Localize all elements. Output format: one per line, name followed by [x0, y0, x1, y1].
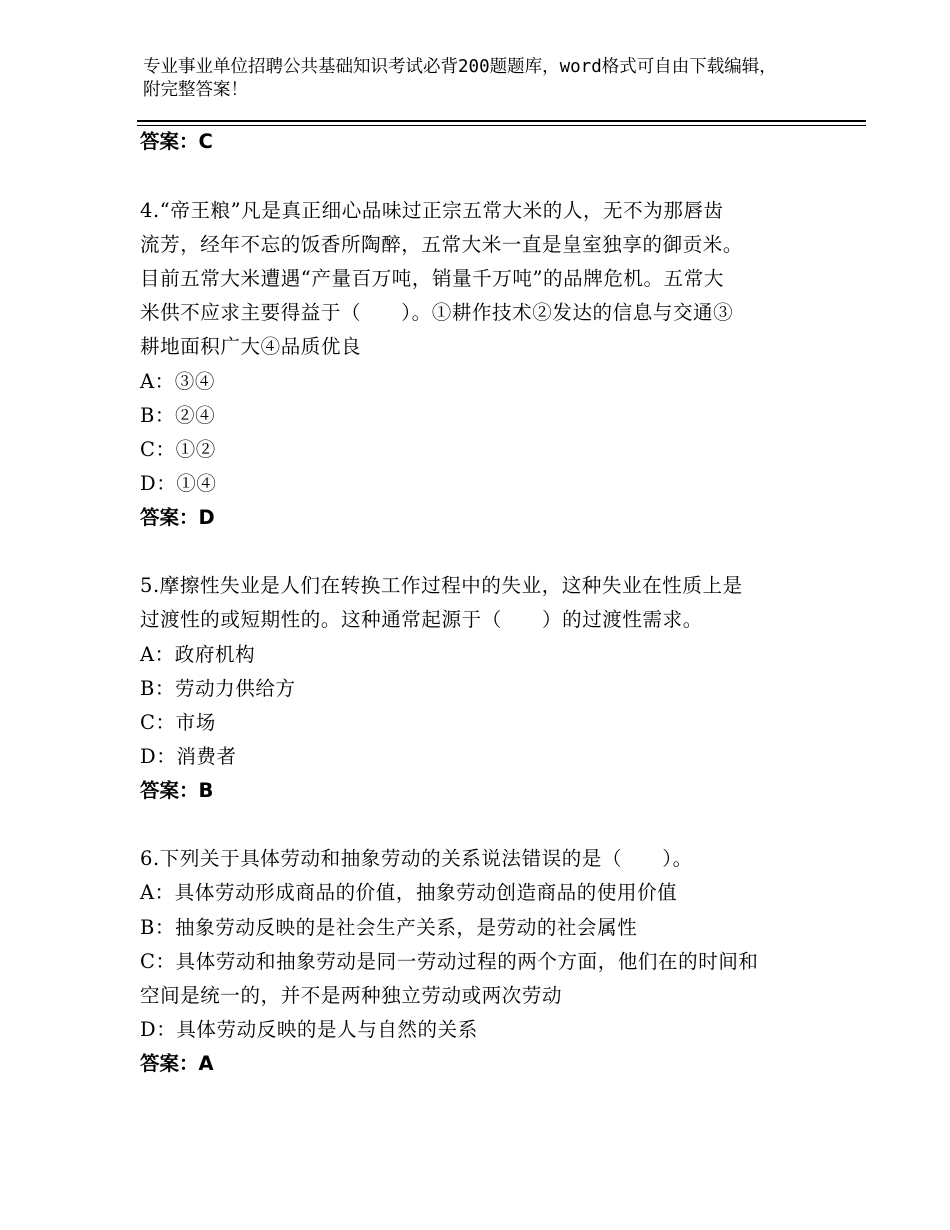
question-6-option-c-continued: 空间是统一的，并不是两种独立劳动或两次劳动 — [140, 984, 563, 1007]
question-4-line-2: 流芳，经年不忘的饭香所陶醉，五常大米一直是皇室独享的御贡米。 — [140, 233, 744, 256]
question-6-option-a: A：具体劳动形成商品的价值，抽象劳动创造商品的使用价值 — [140, 881, 678, 904]
question-4-line-4: 米供不应求主要得益于（ ）。①耕作技术②发达的信息与交通③ — [140, 301, 734, 324]
question-4-line-1: 4.“帝王粮”凡是真正细心品味过正宗五常大米的人，无不为那唇齿 — [140, 199, 724, 222]
question-6-answer: 答案：A — [140, 1052, 214, 1075]
question-5-line-1: 5.摩擦性失业是人们在转换工作过程中的失业，这种失业在性质上是 — [140, 574, 743, 597]
header-rule-thin — [137, 125, 866, 126]
question-4-line-5: 耕地面积广大④品质优良 — [140, 335, 362, 358]
question-5-option-a: A：政府机构 — [140, 643, 256, 666]
question-5-option-d: D：消费者 — [140, 745, 237, 768]
previous-answer: 答案：C — [140, 130, 213, 153]
question-5-answer: 答案：B — [140, 779, 214, 802]
question-4-line-3: 目前五常大米遭遇“产量百万吨，销量千万吨”的品牌危机。五常大 — [140, 267, 724, 290]
document-header: 专业事业单位招聘公共基础知识考试必背200题题库，word格式可自由下载编辑，附完整答案！ — [143, 57, 777, 100]
question-6-option-b: B：抽象劳动反映的是社会生产关系，是劳动的社会属性 — [140, 916, 638, 939]
question-4-answer: 答案：D — [140, 506, 215, 529]
question-5-option-b: B：劳动力供给方 — [140, 677, 296, 700]
question-5-line-2: 过渡性的或短期性的。这种通常起源于（ ）的过渡性需求。 — [140, 608, 703, 631]
question-6-option-c: C：具体劳动和抽象劳动是同一劳动过程的两个方面，他们在的时间和 — [140, 950, 759, 973]
question-4-option-b: B：②④ — [140, 404, 216, 427]
header-rule-thick — [137, 120, 866, 122]
question-5-option-c: C：市场 — [140, 711, 216, 734]
question-4-option-d: D：①④ — [140, 472, 217, 495]
question-4-option-c: C：①② — [140, 438, 216, 461]
question-4-option-a: A：③④ — [140, 370, 215, 393]
question-6-line-1: 6.下列关于具体劳动和抽象劳动的关系说法错误的是（ ）。 — [140, 847, 693, 870]
question-6-option-d: D：具体劳动反映的是人与自然的关系 — [140, 1018, 478, 1041]
